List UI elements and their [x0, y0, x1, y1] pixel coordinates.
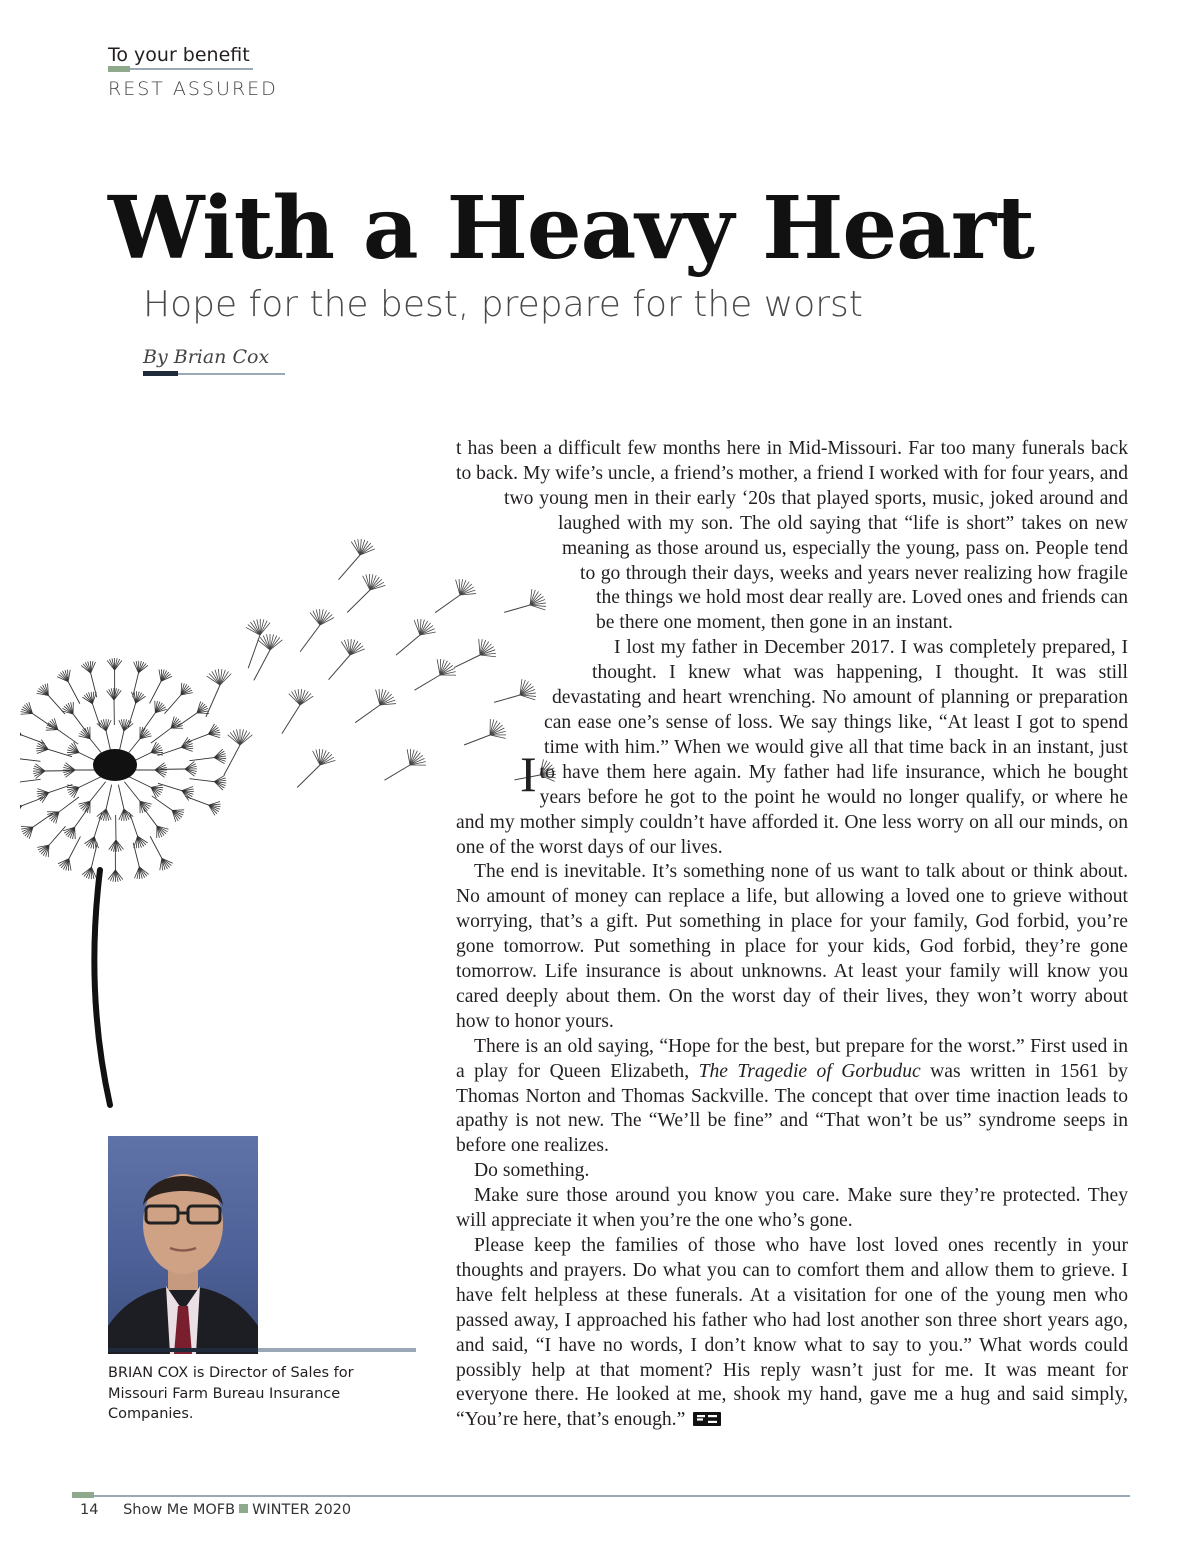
kicker-rule	[108, 68, 253, 70]
footer-rule	[72, 1495, 1130, 1497]
byline-text: By Brian Cox	[143, 346, 270, 368]
paragraph-1: I t has been a difficult few months here in Mid-Missouri. Far too many funerals back to back. My wife’s uncle, a friend’s mother, a friend I worked with for four years, and two young men in their early ‘20s that played sports, music, joked around and laughed with my son. The old saying that “life is short” takes on new meaning as those around us, especially the young, pass on. People tend to go through their days, weeks and years never realizing how fragile the things we hold most dear really are. Loved ones and friends can be there one moment, then gone in an instant.	[456, 438, 1128, 802]
column-label: REST ASSURED	[108, 78, 278, 100]
paragraph-3: The end is inevitable. It’s something none of us want to talk about or think about. No amount of money can replace a life, but allowing a loved one to grieve without worrying, that’s a gift. Put something in place for your family, God forbid, you’re gone tomorrow. Put something in place for your kids, God forbid, they’re gone tomorrow. Life insurance is about unknowns. At least your family will know you cared deeply about them. On the worst day of their lives, they won’t worry about how to honor yours.	[456, 861, 1128, 1032]
fb-logo-icon	[693, 1412, 721, 1426]
page-number: 14	[80, 1502, 99, 1518]
article-title: With a Heavy Heart	[108, 178, 1034, 279]
paragraph-2: I lost my father in December 2017. I was completely prepared, I thought. I knew what was happening, I thought. It was still devastating and heart wrenching. No amount of planning or preparation can ease one’s sense of loss. We say things like, “At least I got to spend time with him.” When we would give all that time back in an instant, just to have them here again. My father had life insurance, which he bought years before he got to the point he would no longer qualify, or where he and my mother simply couldn’t have afforded it. One less worry on all our minds, on one of the worst days of our lives.	[456, 637, 1128, 858]
issue-label: WINTER 2020	[252, 1502, 352, 1518]
author-caption: BRIAN COX is Director of Sales for Missouri Farm Bureau Insurance Companies.	[108, 1365, 354, 1422]
byline-rule	[143, 373, 285, 375]
paragraph-7: Please keep the families of those who have lost loved ones recently in your thoughts and prayers. Do what you can to comfort them and allow them to grieve. I have felt helpless at these funerals. At a visitation for one of the young men who passed away, I approached his father who had lost another son three short years ago, and said, “I have no words, I don’t know what to say to you.” What words could possibly help at that moment? His reply wasn’t just for me. It was meant for everyone there. He looked at me, shook my hand, gave me a hug and said simply, “You’re here, that’s enough.”	[456, 1235, 1128, 1431]
author-photo	[108, 1136, 258, 1354]
paragraph-4: There is an old saying, “Hope for the best, but prepare for the worst.” First used in a play for Queen Elizabeth, The Tragedie of Gorbuduc was written in 1561 by Thomas Norton and Thomas Sackville. The concept that over time inaction leads to apathy is not new. The “We’ll be fine” and “That won’t be us” syndrome seeps in before one realizes.	[456, 1035, 1128, 1157]
section-label: To your benefit	[108, 44, 250, 66]
paragraph-5: Do something.	[474, 1160, 590, 1182]
byline	[143, 346, 285, 375]
play-title: The Tragedie of Gorbuduc	[698, 1060, 921, 1082]
section-kicker	[108, 44, 278, 100]
article-subtitle: Hope for the best, prepare for the worst	[143, 284, 863, 325]
page-footer	[80, 1502, 351, 1518]
publication-name: Show Me MOFB	[123, 1502, 236, 1518]
paragraph-6: Make sure those around you know you care. Make sure they’re protected. They will appreciate it when you’re the one who’s gone.	[456, 1185, 1128, 1232]
drop-cap: I	[520, 746, 537, 802]
photo-rule	[108, 1348, 416, 1352]
dandelion-center	[93, 749, 137, 781]
article-body	[456, 437, 1128, 1433]
footer-square-icon	[239, 1504, 248, 1513]
dandelion-stem	[94, 870, 110, 1105]
